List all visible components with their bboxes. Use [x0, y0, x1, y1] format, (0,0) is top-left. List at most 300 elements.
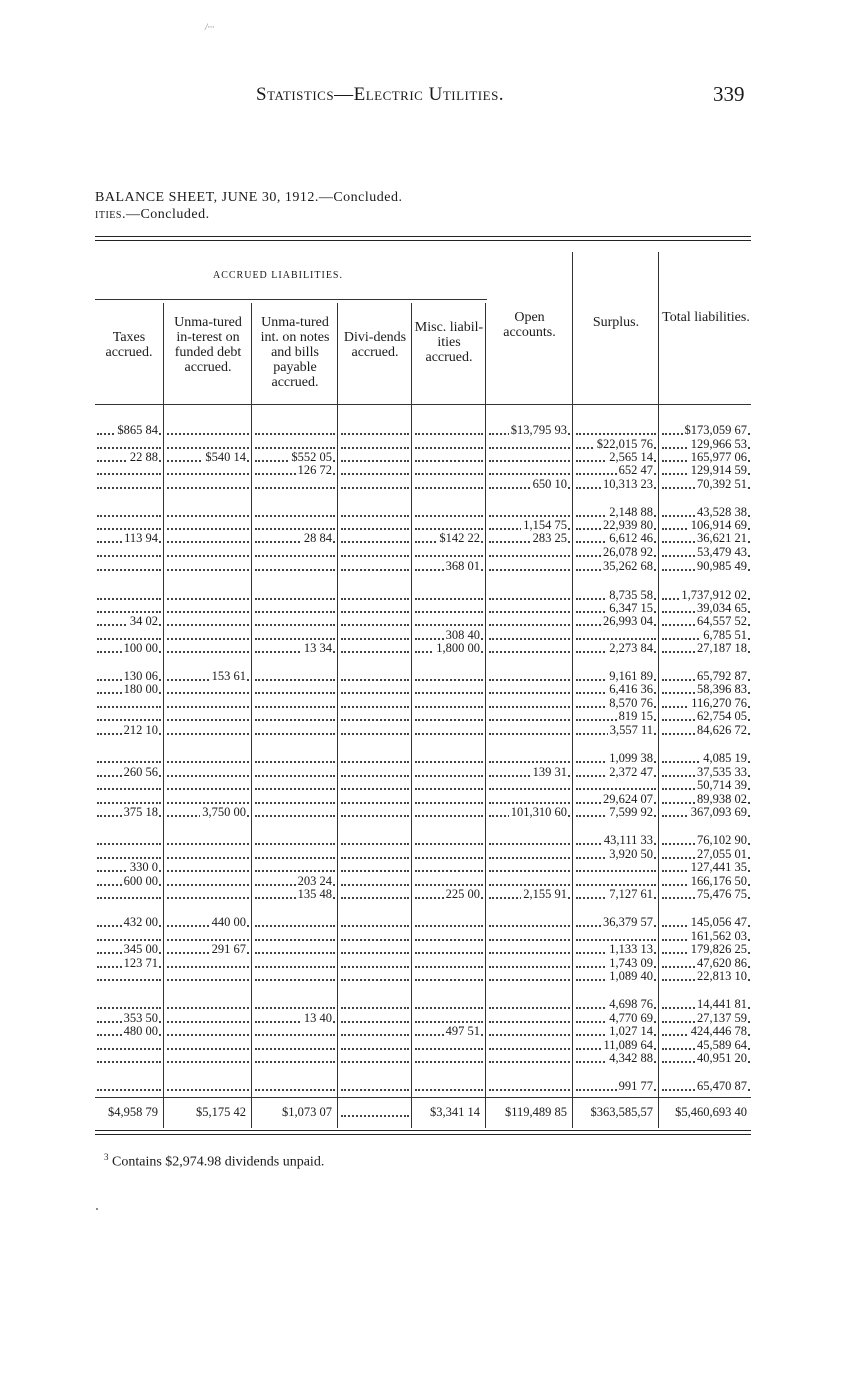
table-cell — [415, 888, 483, 901]
dot-leader — [255, 966, 335, 968]
dot-leader — [97, 1089, 161, 1091]
table-cell — [576, 861, 656, 874]
table-cell — [167, 861, 249, 874]
cell-value: 139 31 — [532, 766, 567, 779]
table-cell — [255, 670, 335, 683]
cell-value: 203 24 — [297, 875, 332, 888]
dot-leader — [415, 611, 483, 613]
dot-leader — [255, 1034, 335, 1036]
table-cell — [341, 834, 409, 847]
cell-value: 13 34 — [303, 642, 332, 655]
table-cell — [341, 1025, 409, 1038]
dot-leader — [489, 857, 570, 859]
table-cell — [341, 451, 409, 464]
table-cell — [167, 793, 249, 806]
table-cell — [255, 683, 335, 696]
cell-value: 440 00 — [211, 916, 246, 929]
cell-value: 101,310 60 — [510, 806, 567, 819]
dot-leader — [167, 611, 249, 613]
dot-leader — [255, 719, 335, 721]
dot-leader — [167, 1007, 249, 1009]
table-cell — [415, 683, 483, 696]
table-cell — [341, 629, 409, 642]
table-cell — [662, 629, 750, 642]
table-cell — [97, 464, 161, 477]
dot-leader — [167, 651, 249, 653]
table-cell — [255, 779, 335, 792]
cell-value: $865 84 — [117, 424, 158, 437]
cell-value: 3,920 50 — [609, 848, 653, 861]
table-cell — [255, 806, 335, 819]
table-cell — [341, 766, 409, 779]
table-cell — [489, 451, 570, 464]
table-cell — [489, 629, 570, 642]
cell-value: 819 15 — [618, 710, 653, 723]
table-cell — [415, 642, 483, 655]
table-cell — [97, 1052, 161, 1065]
cell-value: 1,743 09 — [609, 957, 653, 970]
table-cell — [255, 916, 335, 929]
table-cell — [255, 1025, 335, 1038]
dot-leader — [97, 638, 161, 640]
dot-leader — [341, 651, 409, 653]
dot-leader — [341, 1089, 409, 1091]
table-cell — [97, 1039, 161, 1052]
table-cell — [415, 615, 483, 628]
totals-rule — [95, 1097, 751, 1098]
table-cell — [415, 438, 483, 451]
table-cell — [489, 478, 570, 491]
cell-value: 9,161 89 — [609, 670, 653, 683]
cell-value: $1,073 07 — [282, 1106, 332, 1119]
table-cell — [662, 834, 750, 847]
cell-value: 40,951 20 — [697, 1052, 747, 1065]
table-cell — [576, 683, 656, 696]
total-cell — [97, 1106, 161, 1119]
dot-leader — [341, 870, 409, 872]
cell-value: 50,714 39 — [697, 779, 747, 792]
table-cell — [415, 861, 483, 874]
cell-value: $363,585,57 — [590, 1106, 653, 1119]
footnote — [104, 1152, 324, 1171]
table-cell — [662, 779, 750, 792]
table-cell — [489, 1039, 570, 1052]
dot-leader — [415, 1007, 483, 1009]
dot-leader — [341, 775, 409, 777]
dot-leader — [167, 719, 249, 721]
dot-leader — [415, 555, 483, 557]
dot-leader — [341, 733, 409, 735]
column-rule — [411, 303, 412, 1128]
table-cell — [167, 752, 249, 765]
dot-leader — [167, 528, 249, 530]
table-cell — [576, 806, 656, 819]
table-cell — [97, 602, 161, 615]
cell-value: 65,792 87 — [697, 670, 747, 683]
dot-leader — [341, 706, 409, 708]
table-cell — [415, 806, 483, 819]
cell-value: 153 61 — [211, 670, 246, 683]
table-cell — [576, 602, 656, 615]
table-cell — [341, 848, 409, 861]
dot-leader — [167, 433, 249, 435]
cell-value: 1,800 00 — [436, 642, 480, 655]
dot-leader — [341, 473, 409, 475]
dot-leader — [489, 733, 570, 735]
table-cell — [167, 888, 249, 901]
cell-value: 129,966 53 — [690, 438, 747, 451]
dot-leader — [167, 733, 249, 735]
dot-leader — [255, 802, 335, 804]
table-cell — [489, 752, 570, 765]
cell-value: 6,785 51 — [703, 629, 747, 642]
dot-leader — [255, 555, 335, 557]
cell-value: 7,127 61 — [609, 888, 653, 901]
group-header-underline — [95, 299, 487, 300]
table-cell — [662, 1012, 750, 1025]
cell-value: 11,089 64 — [603, 1039, 653, 1052]
page-number: 339 — [713, 82, 745, 106]
table-cell — [255, 766, 335, 779]
table-cell — [255, 424, 335, 437]
cell-value: 353 50 — [123, 1012, 158, 1025]
dot-leader — [167, 541, 249, 543]
dot-leader — [341, 857, 409, 859]
dot-leader — [489, 719, 570, 721]
table-cell — [662, 957, 750, 970]
table-cell — [341, 930, 409, 943]
header-bottom-rule — [95, 404, 751, 405]
dot-leader — [576, 884, 656, 886]
table-cell — [255, 438, 335, 451]
table-cell — [489, 519, 570, 532]
total-cell — [255, 1106, 335, 1119]
dot-leader — [489, 624, 570, 626]
dot-leader — [255, 979, 335, 981]
cell-value: $552 05 — [291, 451, 332, 464]
table-cell — [255, 615, 335, 628]
dot-leader — [415, 857, 483, 859]
column-header-misc: Misc. liabil-ities accrued. — [414, 320, 484, 365]
table-cell — [341, 478, 409, 491]
table-cell — [167, 1039, 249, 1052]
cell-value: 8,570 76 — [609, 697, 653, 710]
footnote-marker: 3 — [104, 1152, 109, 1162]
table-cell — [489, 532, 570, 545]
cell-value: 1,027 14 — [609, 1025, 653, 1038]
table-cell — [167, 848, 249, 861]
dot-leader — [341, 815, 409, 817]
dot-leader — [341, 679, 409, 681]
total-cell — [662, 1106, 750, 1119]
dot-leader — [415, 775, 483, 777]
table-cell — [97, 793, 161, 806]
dot-leader — [97, 788, 161, 790]
dot-leader — [341, 541, 409, 543]
dot-leader — [489, 555, 570, 557]
table-cell — [415, 670, 483, 683]
cell-value: 180 00 — [123, 683, 158, 696]
table-cell — [341, 793, 409, 806]
balance-sheet-title: BALANCE SHEET, JUNE 30, 1912.—Concluded. — [95, 190, 403, 205]
table-cell — [415, 697, 483, 710]
stray-mark — [96, 1208, 98, 1210]
table-cell — [255, 957, 335, 970]
table-cell — [489, 464, 570, 477]
dot-leader — [341, 979, 409, 981]
table-cell — [415, 957, 483, 970]
column-rule — [163, 303, 164, 1128]
table-cell — [167, 642, 249, 655]
table-cell — [255, 875, 335, 888]
dot-leader — [489, 692, 570, 694]
table-cell — [341, 1080, 409, 1093]
table-cell — [576, 589, 656, 602]
cell-value: 1,133 13 — [609, 943, 653, 956]
dot-leader — [167, 487, 249, 489]
dot-leader — [97, 843, 161, 845]
table-cell — [415, 560, 483, 573]
dot-leader — [415, 679, 483, 681]
table-cell — [341, 560, 409, 573]
table-cell — [489, 1080, 570, 1093]
table-cell — [576, 943, 656, 956]
table-cell — [662, 506, 750, 519]
dot-leader — [415, 528, 483, 530]
table-cell — [167, 506, 249, 519]
cell-value: 8,735 58 — [609, 589, 653, 602]
dot-leader — [489, 870, 570, 872]
table-cell — [489, 670, 570, 683]
dot-leader — [415, 843, 483, 845]
cell-value: 135 48 — [297, 888, 332, 901]
dot-leader — [255, 1048, 335, 1050]
dot-leader — [255, 598, 335, 600]
table-cell — [97, 697, 161, 710]
cell-value: 6,612 46 — [609, 532, 653, 545]
column-header-surplus: Surplus. — [592, 315, 640, 330]
dot-leader — [341, 692, 409, 694]
table-cell — [576, 615, 656, 628]
dot-leader — [341, 788, 409, 790]
dot-leader — [255, 679, 335, 681]
table-cell — [97, 532, 161, 545]
table-cell — [255, 998, 335, 1011]
table-cell — [97, 670, 161, 683]
cell-value: $173,059 67 — [684, 424, 747, 437]
dot-leader — [341, 925, 409, 927]
table-cell — [167, 970, 249, 983]
dot-leader — [255, 487, 335, 489]
column-rule — [658, 252, 659, 1128]
table-cell — [415, 589, 483, 602]
dot-leader — [341, 952, 409, 954]
table-cell — [489, 875, 570, 888]
table-cell — [662, 642, 750, 655]
table-cell — [662, 697, 750, 710]
dot-leader — [576, 638, 656, 640]
total-cell — [167, 1106, 249, 1119]
dot-leader — [97, 487, 161, 489]
table-cell — [489, 438, 570, 451]
cell-value: 75,476 75 — [697, 888, 747, 901]
table-cell — [576, 697, 656, 710]
cell-value: 652 47 — [618, 464, 653, 477]
table-cell — [97, 519, 161, 532]
dot-leader — [489, 802, 570, 804]
table-cell — [97, 752, 161, 765]
cell-value: 4,770 69 — [609, 1012, 653, 1025]
table-cell — [662, 861, 750, 874]
table-cell — [576, 464, 656, 477]
table-cell — [415, 451, 483, 464]
cell-value: $5,175 42 — [196, 1106, 246, 1119]
dot-leader — [415, 1021, 483, 1023]
cell-value: 84,626 72 — [697, 724, 747, 737]
cell-value: 345 00 — [123, 943, 158, 956]
dot-leader — [489, 925, 570, 927]
dot-leader — [97, 528, 161, 530]
table-cell — [489, 998, 570, 1011]
cell-value: $3,341 14 — [430, 1106, 480, 1119]
table-cell — [489, 1025, 570, 1038]
table-cell — [662, 752, 750, 765]
table-cell — [576, 766, 656, 779]
table-cell — [576, 1080, 656, 1093]
cell-value: 480 00 — [123, 1025, 158, 1038]
table-cell — [97, 834, 161, 847]
dot-leader — [489, 447, 570, 449]
cell-value: 36,379 57 — [603, 916, 653, 929]
table-cell — [489, 697, 570, 710]
cell-value: 1,099 38 — [609, 752, 653, 765]
cell-value: 497 51 — [445, 1025, 480, 1038]
table-cell — [97, 957, 161, 970]
table-cell — [415, 916, 483, 929]
dot-leader — [341, 843, 409, 845]
table-cell — [341, 861, 409, 874]
table-cell — [489, 683, 570, 696]
cell-value: 367,093 69 — [690, 806, 747, 819]
dot-leader — [341, 966, 409, 968]
table-cell — [97, 710, 161, 723]
cell-value: 432 00 — [123, 916, 158, 929]
table-cell — [489, 424, 570, 437]
dot-leader — [255, 870, 335, 872]
column-rule — [485, 303, 486, 1128]
cell-value: 424,446 78 — [690, 1025, 747, 1038]
table-cell — [167, 683, 249, 696]
table-cell — [662, 1025, 750, 1038]
cell-value: 7,599 92 — [609, 806, 653, 819]
dot-leader — [167, 843, 249, 845]
dot-leader — [489, 611, 570, 613]
dot-leader — [97, 719, 161, 721]
dot-leader — [167, 802, 249, 804]
dot-leader — [415, 788, 483, 790]
cell-value: 43,111 33 — [603, 834, 653, 847]
table-cell — [341, 642, 409, 655]
table-cell — [341, 589, 409, 602]
table-cell — [341, 519, 409, 532]
dot-leader — [489, 979, 570, 981]
dot-leader — [341, 624, 409, 626]
table-cell — [415, 478, 483, 491]
cell-value: 2,273 84 — [609, 642, 653, 655]
table-cell — [97, 424, 161, 437]
table-cell — [415, 752, 483, 765]
dot-leader — [341, 598, 409, 600]
dot-leader — [255, 624, 335, 626]
table-cell — [415, 848, 483, 861]
dot-leader — [255, 611, 335, 613]
cell-value: 76,102 90 — [697, 834, 747, 847]
column-rule — [337, 303, 338, 1128]
table-cell — [576, 478, 656, 491]
table-cell — [255, 1039, 335, 1052]
dot-leader — [341, 460, 409, 462]
dot-leader — [489, 1048, 570, 1050]
dot-leader — [415, 884, 483, 886]
table-cell — [662, 916, 750, 929]
table-cell — [341, 697, 409, 710]
dot-leader — [167, 775, 249, 777]
table-cell — [255, 834, 335, 847]
table-cell — [167, 697, 249, 710]
cell-value: 113 94 — [124, 532, 158, 545]
table-cell — [662, 888, 750, 901]
cell-value: 27,187 18 — [697, 642, 747, 655]
dot-leader — [167, 569, 249, 571]
dot-leader — [415, 706, 483, 708]
dot-leader — [97, 598, 161, 600]
table-cell — [415, 464, 483, 477]
table-cell — [576, 970, 656, 983]
dot-leader — [489, 651, 570, 653]
dot-leader — [489, 1089, 570, 1091]
dot-leader — [255, 939, 335, 941]
dot-leader — [415, 979, 483, 981]
table-cell — [576, 629, 656, 642]
column-header-open-accounts: Open accounts. — [503, 310, 556, 340]
cell-value: 225 00 — [445, 888, 480, 901]
table-cell — [489, 970, 570, 983]
dot-leader — [341, 719, 409, 721]
table-cell — [255, 532, 335, 545]
dot-leader — [97, 979, 161, 981]
table-cell — [662, 560, 750, 573]
table-cell — [662, 519, 750, 532]
dot-leader — [489, 966, 570, 968]
dot-leader — [341, 1061, 409, 1063]
dot-leader — [415, 870, 483, 872]
cell-value: 212 10 — [123, 724, 158, 737]
table-cell — [662, 943, 750, 956]
table-cell — [662, 875, 750, 888]
dot-leader — [341, 761, 409, 763]
dot-leader — [415, 598, 483, 600]
table-cell — [167, 602, 249, 615]
table-cell — [576, 888, 656, 901]
table-cell — [662, 970, 750, 983]
table-cell — [167, 424, 249, 437]
accrued-liabilities-header: ACCRUED LIABILITIES. — [213, 270, 343, 281]
table-cell — [576, 752, 656, 765]
cell-value: 37,535 33 — [697, 766, 747, 779]
table-cell — [341, 1106, 409, 1119]
dot-leader — [341, 611, 409, 613]
dot-leader — [97, 473, 161, 475]
